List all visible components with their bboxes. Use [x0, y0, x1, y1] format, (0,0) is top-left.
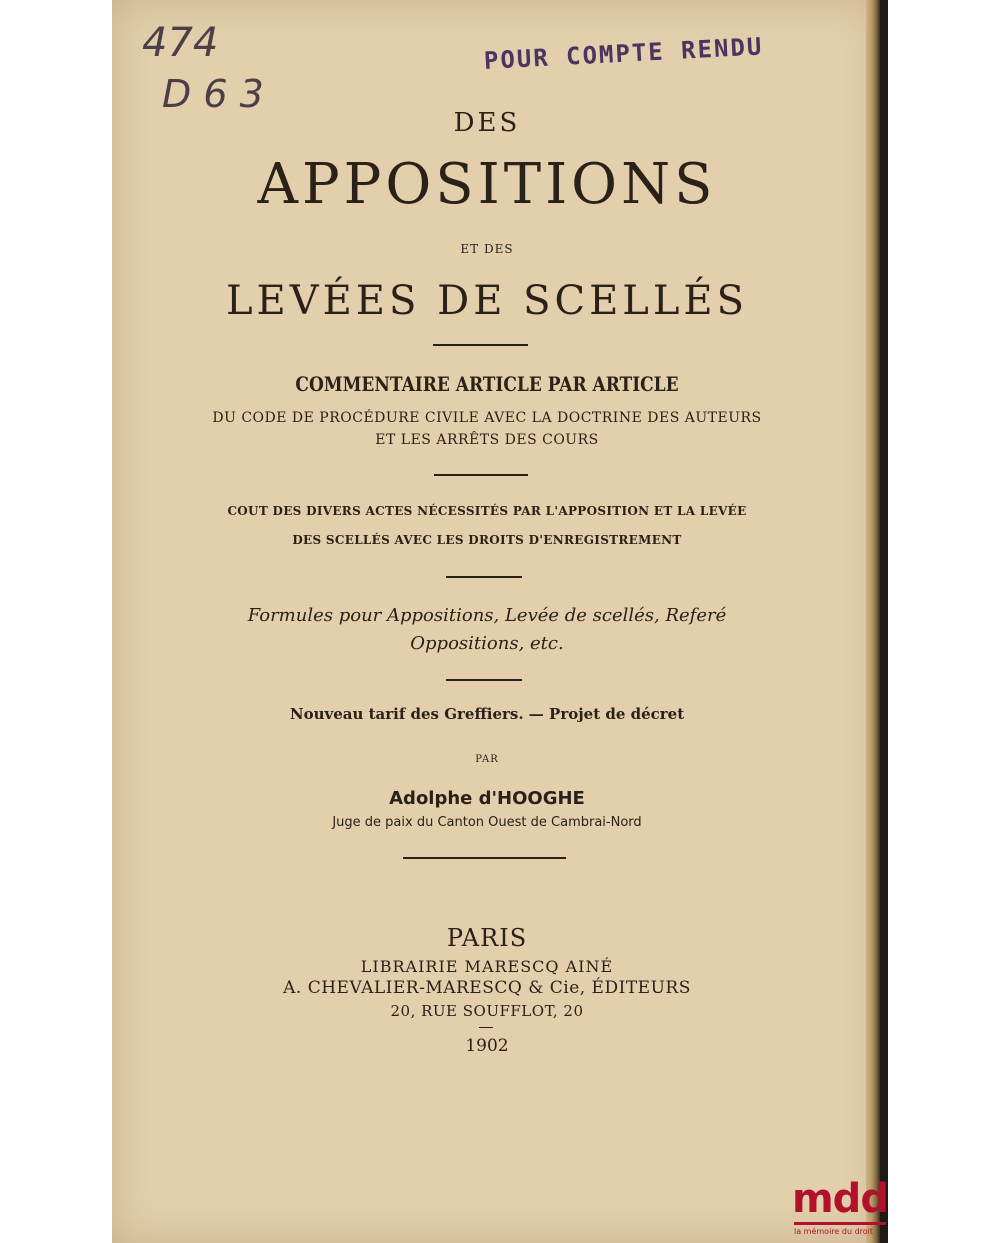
logo-bar [794, 1222, 886, 1225]
formulas-line-2: Oppositions, etc. [410, 633, 564, 654]
publisher-line-2: A. CHEVALIER-MARESCQ & Cie, ÉDITEURS [283, 978, 691, 998]
title-main: APPOSITIONS [257, 152, 717, 217]
publication-year: 1902 [465, 1036, 509, 1056]
logo-text: mdd [792, 1176, 888, 1222]
costs-line-1: COUT DES DIVERS ACTES NÉCESSITÉS PAR L'APPOSITION ET LA LEVÉE [227, 504, 747, 518]
author-role: Juge de paix du Canton Ouest de Cambrai-Nord [332, 815, 642, 830]
review-stamp: POUR COMPTE RENDU [483, 32, 764, 75]
publisher-line-3: 20, RUE SOUFFLOT, 20 [390, 1002, 584, 1020]
publisher-line-1: LIBRAIRIE MARESCQ AINÉ [360, 957, 614, 976]
divider [446, 679, 522, 681]
divider [479, 1027, 493, 1028]
handwritten-shelfmark-bottom: D 6 3 [162, 72, 264, 116]
tarif-line: Nouveau tarif des Greffiers. — Projet de décret [289, 705, 685, 723]
publisher-city: PARIS [446, 924, 528, 952]
divider [434, 474, 528, 476]
page-edge [866, 0, 880, 1243]
formulas-line-1: Formules pour Appositions, Levée de scellés, Referé [247, 605, 727, 626]
page-edge-dark [880, 0, 888, 1243]
logo-tagline: la mémoire du droit [794, 1227, 874, 1236]
mdd-logo [790, 1176, 900, 1236]
commentary-line-1: DU CODE DE PROCÉDURE CIVILE AVEC LA DOCTRINE DES AUTEURS [212, 410, 762, 426]
title-second: LEVÉES DE SCELLÉS [225, 278, 749, 324]
title-des: DES [453, 108, 521, 138]
title-et-des: ET DES [460, 242, 514, 256]
commentary-line-2: ET LES ARRÊTS DES COURS [375, 432, 599, 448]
divider [403, 857, 566, 859]
commentary-heading: COMMENTAIRE ARTICLE PAR ARTICLE [295, 372, 679, 396]
divider [446, 576, 522, 578]
costs-line-2: DES SCELLÉS AVEC LES DROITS D'ENREGISTREMENT [292, 533, 682, 547]
divider [433, 344, 528, 346]
author-par: PAR [475, 754, 499, 765]
handwritten-shelfmark-top: 474 [142, 20, 219, 66]
author-name: Adolphe d'HOOGHE [389, 788, 585, 809]
